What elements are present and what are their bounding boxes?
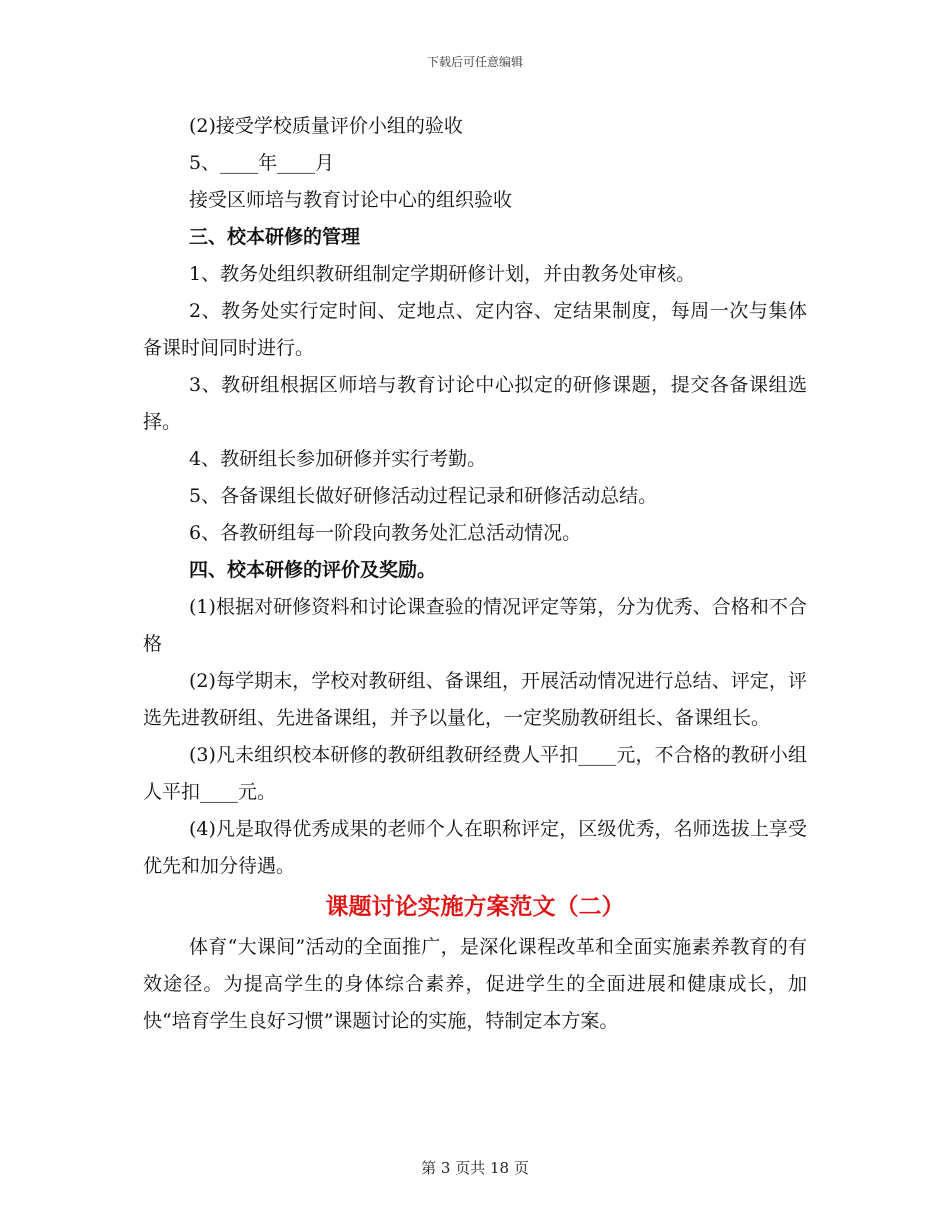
paragraph: 4、教研组长参加研修并实行考勤。 [189,448,487,470]
paragraph: 5、____年____月 [189,152,335,174]
section-heading: 四、校本研修的评价及奖励。 [189,559,437,581]
paragraph: (2)接受学校质量评价小组的验收 [189,115,463,137]
paragraph: 1、教务处组织教研组制定学期研修计划，并由教务处审核。 [189,263,696,285]
paragraph: (1)根据对研修资料和讨论课查验的情况评定等第，分为优秀、合格和不合格 [143,596,807,655]
section-heading: 三、校本研修的管理 [189,226,361,248]
paragraph: (3)凡未组织校本研修的教研组教研经费人平扣____元，不合格的教研小组人平扣____元。 [143,744,807,803]
paragraph: (2)每学期末，学校对教研组、备课组，开展活动情况进行总结、评定，评选先进教研组、先进备课组，并予以量化，一定奖励教研组长、备课组长。 [143,670,807,729]
paragraph: 5、各备课组长做好研修活动过程记录和研修活动总结。 [189,485,658,507]
paragraph: 接受区师培与教育讨论中心的组织验收 [189,189,513,211]
intro-paragraph: 体育“大课间”活动的全面推广，是深化课程改革和全面实施素养教育的有效途径。为提高学生的身体综合素养，促进学生的全面进展和健康成长，加快“培育学生良好习惯”课题讨论的实施，特制定本方案。 [143,936,807,1032]
paragraph: 6、各教研组每一阶段向教务处汇总活动情况。 [189,522,582,544]
paragraph: 3、教研组根据区师培与教育讨论中心拟定的研修课题，提交各备课组选择。 [143,374,807,433]
paragraph: (4)凡是取得优秀成果的老师个人在职称评定，区级优秀，名师选拔上享受优先和加分待遇。 [143,818,807,877]
page-header: 下载后可任意编辑 [426,55,523,69]
paragraph: 2、教务处实行定时间、定地点、定内容、定结果制度，每周一次与集体备课时间同时进行。 [143,300,807,359]
document-body [143,108,807,1040]
section-title: 课题讨论实施方案范文（二） [325,893,625,920]
page-footer: 第 3 页共 18 页 [421,1159,529,1177]
